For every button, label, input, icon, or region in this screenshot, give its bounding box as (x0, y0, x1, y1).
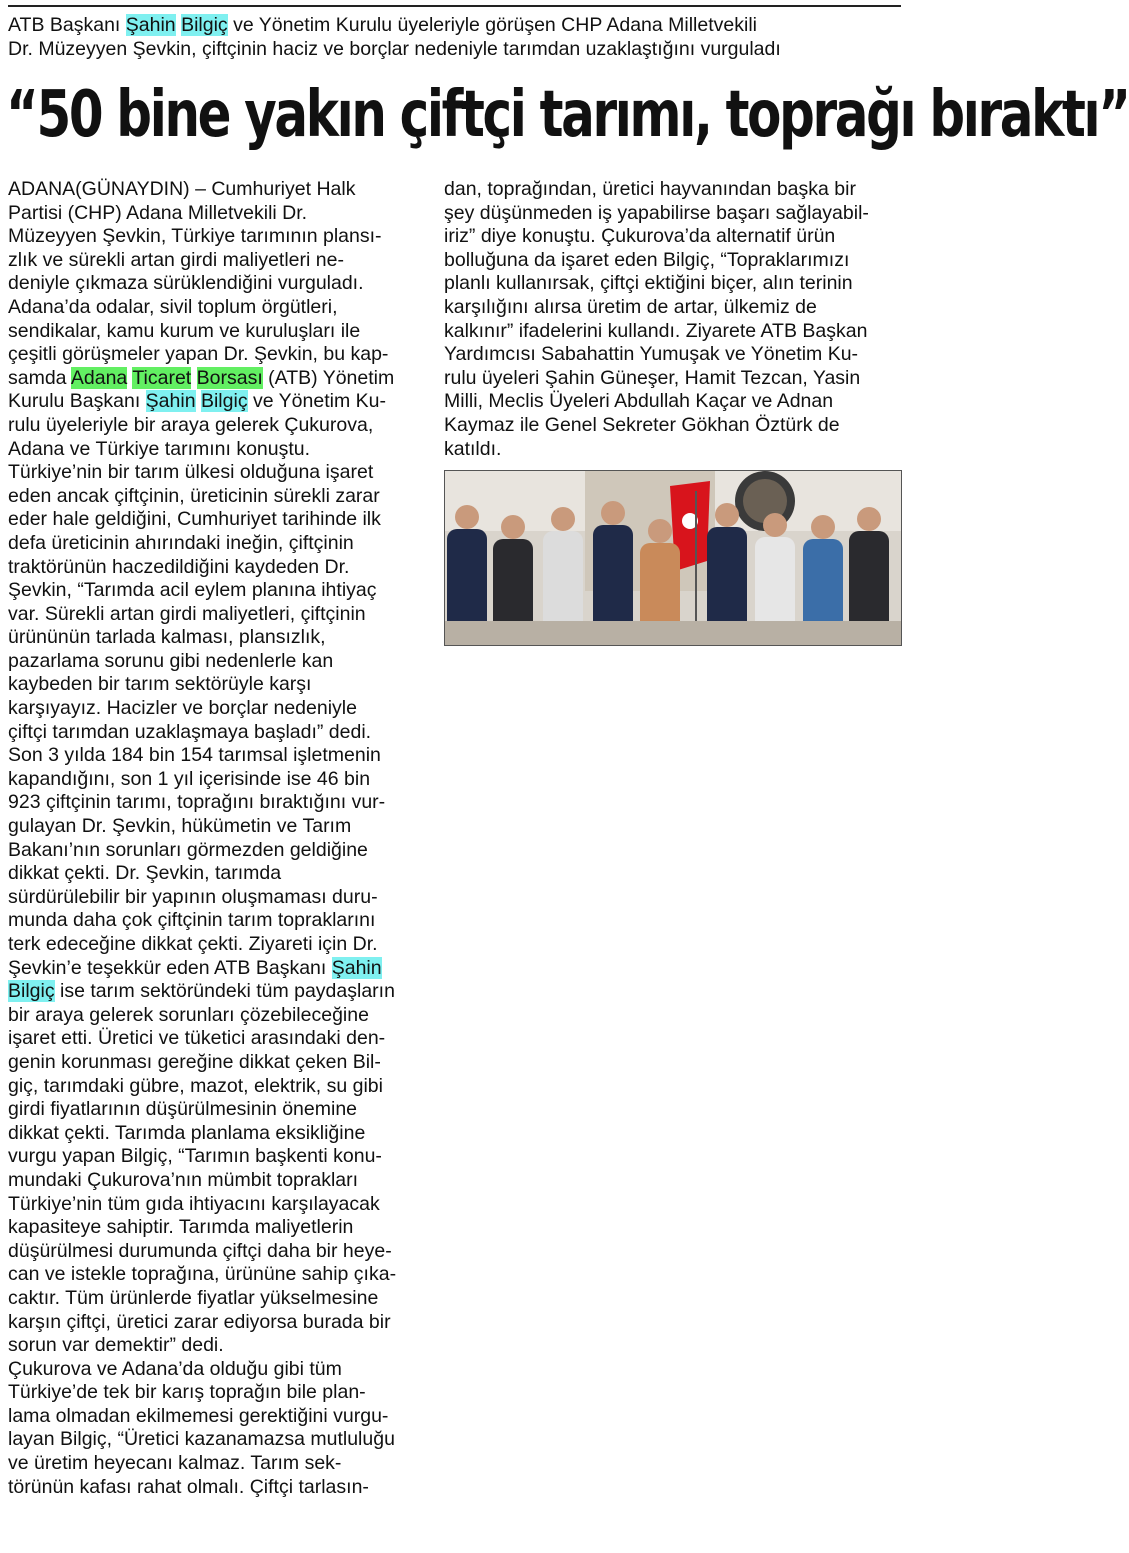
body-line (8, 390, 436, 414)
body-line (8, 1193, 436, 1217)
text-run: ürününün tarlada kalması, plansızlık, (8, 626, 326, 649)
text-run (191, 367, 196, 389)
body-line (8, 650, 436, 674)
text-run: gulayan Dr. Şevkin, hükümetin ve Tarım (8, 815, 352, 838)
text-run: sorun var demektir” dedi. (8, 1334, 224, 1357)
headline: “50 bine yakın çiftçi tarımı, toprağı bıraktı” (6, 78, 1129, 152)
text-run: Bakanı’nın sorunları görmezden geldiğine (8, 838, 368, 861)
text-run: kaybeden bir tarım sektörüyle karşı (8, 673, 312, 696)
body-line (8, 225, 436, 249)
highlighted-name: Bilgiç (181, 14, 228, 36)
text-run: ve Yönetim Kurulu üyeleriyle görüşen CHP Adana Milletvekili (227, 14, 757, 36)
text-run: karşılığını alırsa üretim de artar, ülkemiz de (444, 295, 817, 318)
highlighted-name: Şahin (331, 956, 382, 979)
text-run: çiftçi tarımdan uzaklaşmaya başladı” dedi. (8, 720, 372, 743)
text-run: can ve istekle toprağına, ürününe sahip çıka- (8, 1263, 397, 1286)
text-run: caktır. Tüm ürünlerde fiyatlar yükselmesine (8, 1286, 379, 1309)
text-run: ve üretim heyecanı kalmaz. Tarım sek- (8, 1452, 342, 1475)
body-line (444, 438, 904, 462)
text-run: Türkiye’nin tüm gıda ihtiyacını karşılayacak (8, 1192, 380, 1215)
body-line (8, 579, 436, 603)
body-line (8, 508, 436, 532)
body-line (444, 343, 904, 367)
highlighted-name: Bilgiç (8, 980, 55, 1003)
body-line (444, 390, 904, 414)
body-line (8, 272, 436, 296)
body-line (8, 815, 436, 839)
text-run: sürdürülebilir bir yapının oluşmaması duru- (8, 885, 378, 908)
text-run: rulu üyeleri Şahin Güneşer, Hamit Tezcan, Yasin (444, 366, 861, 389)
text-run: Müzeyyen Şevkin, Türkiye tarımının plansı- (8, 225, 382, 248)
text-run: Türkiye’nin bir tarım ülkesi olduğuna işaret (8, 461, 374, 484)
text-run: samda (8, 366, 71, 389)
text-run: Şevkin’e teşekkür eden ATB Başkanı (8, 956, 332, 979)
body-line (8, 438, 436, 462)
body-line (8, 1145, 436, 1169)
text-run: dan, toprağından, üretici hayvanından başka bir (444, 178, 856, 200)
body-line (8, 249, 436, 273)
body-line (8, 202, 436, 226)
text-run: ve Yönetim Ku- (247, 390, 386, 413)
body-line (8, 1358, 436, 1382)
text-run: layan Bilgiç, “Üretici kazanamazsa mutluluğu (8, 1428, 395, 1451)
text-run: törünün kafası rahat olmalı. Çiftçi tarlasın- (8, 1475, 369, 1498)
body-line (8, 556, 436, 580)
body-line (8, 1334, 436, 1358)
text-run: Çukurova ve Adana’da olduğu gibi tüm (8, 1357, 342, 1380)
text-run: iriz” diye konuştu. Çukurova’da alternatif ürün (444, 225, 836, 248)
body-line (8, 909, 436, 933)
text-run: kalkınır” ifadelerini kullandı. Ziyarete ATB Başkan (444, 319, 868, 342)
body-line (8, 1122, 436, 1146)
top-rule (8, 5, 901, 7)
text-run: eder hale geldiğini, Cumhuriyet tarihinde ilk (8, 508, 381, 531)
body-line (8, 626, 436, 650)
text-run: şey düşünmeden iş yapabilirse başarı sağlayabil- (444, 201, 869, 224)
body-line (8, 1452, 436, 1476)
text-run: dikkat çekti. Tarımda planlama eksikliğine (8, 1121, 366, 1144)
body-line (8, 1405, 436, 1429)
body-line (8, 839, 436, 863)
body-line (8, 1075, 436, 1099)
body-line (8, 1240, 436, 1264)
text-run: Şevkin, “Tarımda acil eylem planına ihtiyaç (8, 579, 377, 602)
text-run: planlı kullanırsak, çiftçi ektiğini biçer, alın terinin (444, 272, 853, 295)
body-line (8, 461, 436, 485)
body-line (8, 1381, 436, 1405)
text-run: dikkat çekti. Dr. Şevkin, tarımda (8, 862, 282, 885)
highlighted-name: Bilgiç (200, 390, 248, 413)
text-run: deniyle çıkmaza sürüklendiğini vurguladı. (8, 272, 364, 295)
body-line (444, 272, 904, 296)
body-line (444, 178, 904, 202)
text-run: munda daha çok çiftçinin tarım topraklarını (8, 909, 376, 932)
group-photo-illustration (445, 471, 901, 645)
right-column (444, 178, 904, 461)
highlighted-institution: Ticaret (132, 366, 192, 389)
text-run: bolluğuna da işaret eden Bilgiç, “Topraklarımızı (444, 248, 850, 271)
body-line (8, 1098, 436, 1122)
text-run: giç, tarımdaki gübre, mazot, elektrik, su gibi (8, 1074, 383, 1097)
text-run: eden ancak çiftçinin, üreticinin sürekli zarar (8, 484, 380, 507)
body-line (8, 768, 436, 792)
highlighted-name: Şahin (145, 390, 196, 413)
text-run: Yardımcısı Sabahattin Yumuşak ve Yönetim Ku- (444, 343, 859, 366)
body-line (8, 1169, 436, 1193)
text-run: Kurulu Başkanı (8, 390, 146, 413)
text-run: traktörünün haczedildiğini kaydeden Dr. (8, 555, 350, 578)
text-run: Son 3 yılda 184 bin 154 tarımsal işletmenin (8, 744, 381, 767)
body-line (8, 1311, 436, 1335)
text-run: (ATB) Yönetim (262, 366, 395, 389)
body-line (8, 791, 436, 815)
body-line (8, 1287, 436, 1311)
body-line (8, 296, 436, 320)
body-line (8, 886, 436, 910)
body-line (444, 225, 904, 249)
text-run: genin korunması gereğine dikkat çeken Bil- (8, 1050, 381, 1073)
text-run: sendikalar, kamu kurum ve kuruluşları ile (8, 319, 361, 342)
text-run: 923 çiftçinin tarımı, toprağını bıraktığını vur- (8, 791, 386, 814)
left-column (8, 178, 436, 1499)
body-line (444, 202, 904, 226)
text-run: terk edeceğine dikkat çekti. Ziyareti için Dr. (8, 933, 378, 955)
text-run: ATB Başkanı (8, 14, 126, 36)
group-photo (444, 470, 902, 646)
body-line (8, 367, 436, 391)
body-line (8, 721, 436, 745)
body-line (444, 320, 904, 344)
text-run: işaret etti. Üretici ve tüketici arasındaki den- (8, 1027, 386, 1050)
text-run: bir araya gelerek sorunları çözebileceğine (8, 1003, 369, 1026)
body-line (8, 1263, 436, 1287)
text-run: Adana ve Türkiye tarımını konuştu. (8, 437, 311, 460)
body-line (8, 603, 436, 627)
body-line (444, 249, 904, 273)
text-run: Partisi (CHP) Adana Milletvekili Dr. (8, 201, 308, 224)
highlighted-institution: Borsası (196, 366, 263, 389)
text-run: Türkiye’de tek bir karış toprağın bile plan- (8, 1381, 366, 1404)
body-line (8, 414, 436, 438)
body-line (8, 485, 436, 509)
body-line (8, 343, 436, 367)
body-line (8, 1027, 436, 1051)
highlighted-name: Şahin (125, 14, 176, 36)
text-run: lama olmadan ekilmemesi gerektiğini vurgu- (8, 1404, 389, 1427)
body-line (8, 957, 436, 981)
text-run: düşürülmesi durumunda çiftçi daha bir heye- (8, 1239, 392, 1262)
text-run: karşın çiftçi, üretici zarar ediyorsa burada bir (8, 1310, 391, 1333)
body-line (8, 1004, 436, 1028)
text-run: rulu üyeleriyle bir araya gelerek Çukurova, (8, 413, 374, 436)
body-line (8, 744, 436, 768)
body-line (444, 414, 904, 438)
text-run: ise tarım sektöründeki tüm paydaşların (54, 980, 395, 1003)
body-line (8, 178, 436, 202)
body-line (8, 980, 436, 1004)
body-line (8, 933, 436, 957)
body-line (8, 1428, 436, 1452)
body-line (444, 367, 904, 391)
text-run: kapasiteye sahiptir. Tarımda maliyetlerin (8, 1216, 354, 1239)
text-run: defa üreticinin ahırındaki ineğin, çiftçinin (8, 531, 354, 554)
text-run: var. Sürekli artan girdi maliyetleri, çiftçinin (8, 602, 366, 625)
body-line (8, 862, 436, 886)
body-line (8, 673, 436, 697)
body-line (444, 296, 904, 320)
text-run: vurgu yapan Bilgiç, “Tarımın başkenti konu- (8, 1145, 382, 1168)
kicker-line (8, 37, 908, 61)
text-run: Milli, Meclis Üyeleri Abdullah Kaçar ve Adnan (444, 390, 834, 413)
text-run: Dr. Müzeyyen Şevkin, çiftçinin haciz ve borçlar nedeniyle tarımdan uzaklaştığını vurguladı (8, 38, 781, 60)
text-run: mundaki Çukurova’nın mümbit toprakları (8, 1168, 359, 1191)
text-run: kapandığını, son 1 yıl içerisinde ise 46 bin (8, 767, 371, 790)
text-run: girdi fiyatlarının düşürülmesinin önemine (8, 1098, 358, 1121)
text-run: zlık ve sürekli artan girdi maliyetleri ne- (8, 248, 344, 271)
text-run: karşıyayız. Hacizler ve borçlar nedeniyle (8, 697, 357, 720)
body-line (8, 1476, 436, 1500)
body-line (8, 1216, 436, 1240)
body-line (8, 532, 436, 556)
text-run: çeşitli görüşmeler yapan Dr. Şevkin, bu kap- (8, 343, 389, 366)
body-line (8, 320, 436, 344)
body-line (8, 697, 436, 721)
text-run: Adana’da odalar, sivil toplum örgütleri, (8, 295, 338, 318)
kicker-line (8, 13, 908, 37)
text-run: Kaymaz ile Genel Sekreter Gökhan Öztürk de (444, 413, 840, 436)
body-line (8, 1051, 436, 1075)
kicker (8, 13, 908, 61)
highlighted-institution: Adana (70, 366, 128, 389)
text-run: katıldı. (444, 437, 502, 460)
text-run: pazarlama sorunu gibi nedenlerle kan (8, 649, 334, 672)
text-run: ADANA(GÜNAYDIN) – Cumhuriyet Halk (8, 178, 356, 200)
